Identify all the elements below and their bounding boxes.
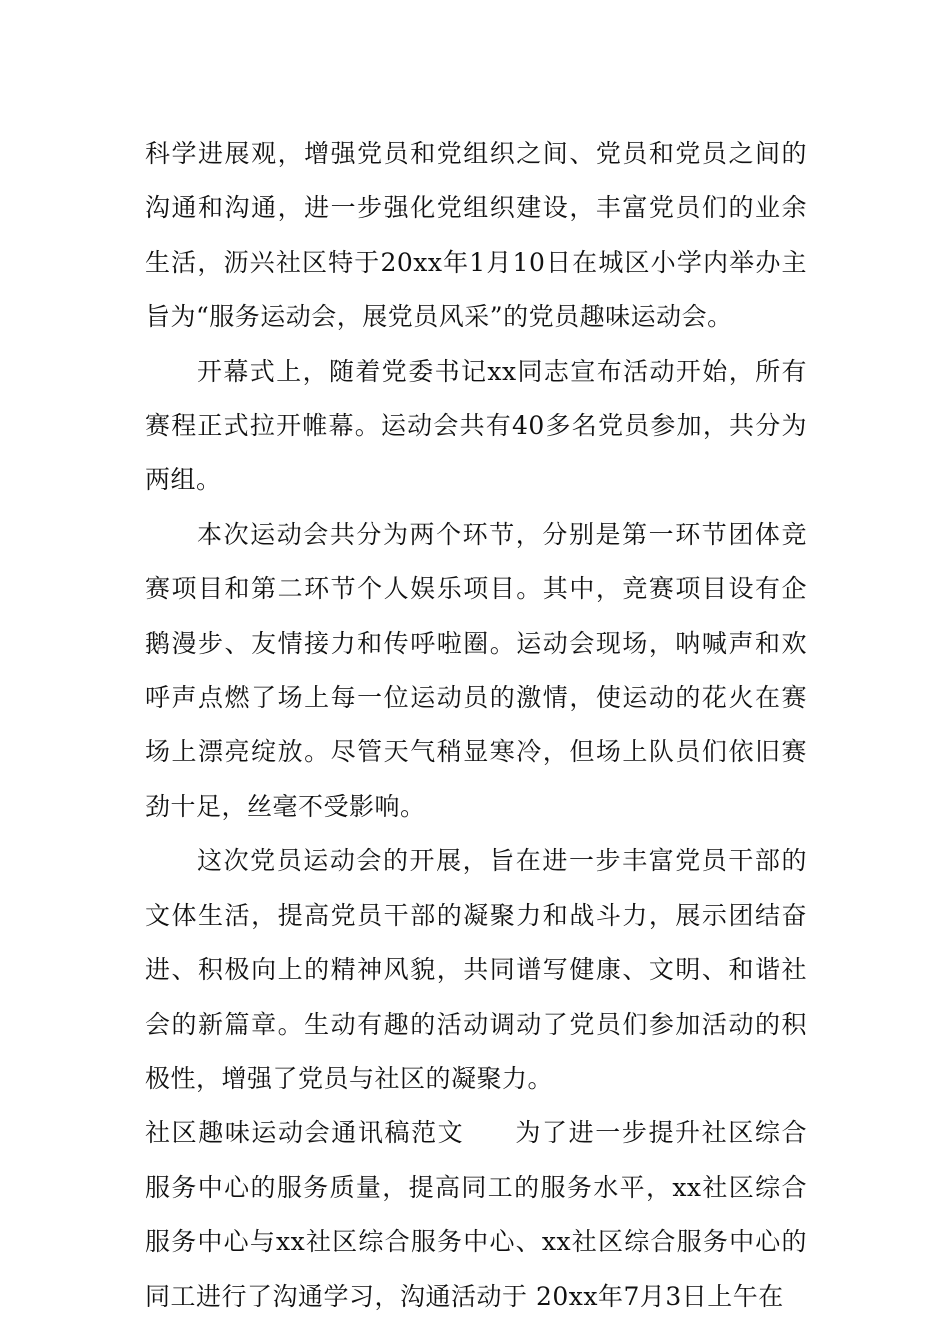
paragraph-5 (145, 1106, 807, 1324)
section-body: 为了进一步提升社区综合服务中心的服务质量，提高同工的服务水平，xx社区综合服务中心与xx社区综合服务中心、xx社区综合服务中心的同工进行了沟通学习，沟通活动于 20xx年7月3日上午在 (145, 1118, 807, 1311)
document-body (145, 127, 807, 1324)
section-title: 社区趣味运动会通讯稿范文 (145, 1118, 465, 1148)
paragraph-4: 这次党员运动会的开展，旨在进一步丰富党员干部的文体生活，提高党员干部的凝聚力和战斗力，展示团结奋进、积极向上的精神风貌，共同谱写健康、文明、和谐社会的新篇章。生动有趣的活动调动了党员们参加活动的积极性，增强了党员与社区的凝聚力。 (145, 846, 807, 1093)
paragraph-2: 开幕式上，随着党委书记xx同志宣布活动开始，所有赛程正式拉开帷幕。运动会共有40多名党员参加，共分为两组。 (145, 356, 807, 495)
paragraph-3: 本次运动会共分为两个环节，分别是第一环节团体竞赛项目和第二环节个人娱乐项目。其中，竞赛项目设有企鹅漫步、友情接力和传呼啦圈。运动会现场，呐喊声和欢呼声点燃了场上每一位运动员的激情，使运动的花火在赛场上漂亮绽放。尽管天气稍显寒冷，但场上队员们依旧赛劲十足，丝毫不受影响。 (145, 519, 807, 821)
paragraph-1: 科学进展观，增强党员和党组织之间、党员和党员之间的沟通和沟通，进一步强化党组织建设，丰富党员们的业余生活，沥兴社区特于20xx年1月10日在城区小学内举办主旨为“服务运动会，展党员风采”的党员趣味运动会。 (145, 139, 807, 332)
